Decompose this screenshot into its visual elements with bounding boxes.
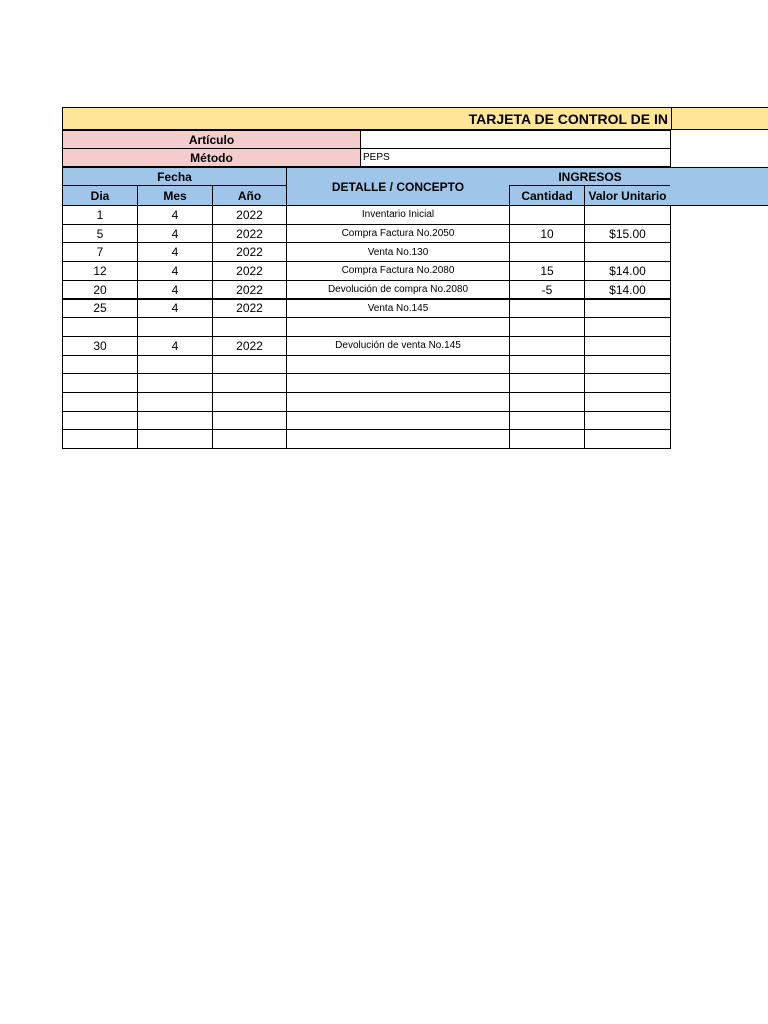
cell-valor[interactable]: $14.00 [584, 280, 671, 300]
cell-detalle[interactable] [286, 355, 510, 375]
cell-anio[interactable] [212, 373, 287, 393]
cell-mes[interactable] [137, 355, 213, 375]
header-anio[interactable]: Año [212, 185, 287, 206]
cell-mes[interactable] [137, 392, 213, 412]
cell-valor[interactable]: $15.00 [584, 224, 671, 244]
cell-dia[interactable]: 30 [62, 336, 138, 356]
cell-anio[interactable] [212, 317, 287, 337]
cell-dia[interactable] [62, 317, 138, 337]
metodo-label[interactable]: Método [62, 148, 361, 167]
cell-cantidad[interactable]: 15 [509, 261, 585, 281]
cell-detalle[interactable] [286, 429, 510, 449]
cell-anio[interactable]: 2022 [212, 224, 287, 244]
cell-mes[interactable]: 4 [137, 299, 213, 319]
cell-cantidad[interactable] [509, 392, 585, 412]
cell-dia[interactable]: 1 [62, 205, 138, 225]
cell-valor[interactable] [584, 411, 671, 431]
cell-mes[interactable]: 4 [137, 261, 213, 281]
cell-detalle[interactable]: Venta No.145 [286, 299, 510, 319]
cell-dia[interactable]: 20 [62, 280, 138, 300]
cell-cantidad[interactable] [509, 373, 585, 393]
header-ingresos[interactable]: INGRESOS [509, 168, 671, 186]
cell-anio[interactable]: 2022 [212, 205, 287, 225]
cell-valor[interactable] [584, 373, 671, 393]
cell-anio[interactable]: 2022 [212, 336, 287, 356]
cell-valor[interactable] [584, 317, 671, 337]
cell-dia[interactable]: 7 [62, 242, 138, 262]
cell-mes[interactable] [137, 411, 213, 431]
title-divider [671, 108, 672, 129]
header-cantidad[interactable]: Cantidad [509, 185, 585, 206]
cell-detalle[interactable] [286, 373, 510, 393]
articulo-value[interactable] [360, 130, 671, 149]
cell-cantidad[interactable] [509, 242, 585, 262]
header-dia[interactable]: Dia [62, 185, 138, 206]
cell-mes[interactable]: 4 [137, 205, 213, 225]
cell-dia[interactable]: 5 [62, 224, 138, 244]
cell-mes[interactable]: 4 [137, 280, 213, 300]
cell-valor[interactable] [584, 392, 671, 412]
cell-anio[interactable]: 2022 [212, 242, 287, 262]
cell-cantidad[interactable] [509, 336, 585, 356]
cell-dia[interactable] [62, 392, 138, 412]
cell-detalle[interactable]: Compra Factura No.2080 [286, 261, 510, 281]
cell-detalle[interactable]: Compra Factura No.2050 [286, 224, 510, 244]
cell-dia[interactable] [62, 355, 138, 375]
cell-detalle[interactable] [286, 317, 510, 337]
cell-anio[interactable] [212, 392, 287, 412]
header-blue-extension [670, 185, 768, 206]
cell-detalle[interactable]: Inventario Inicial [286, 205, 510, 225]
cell-mes[interactable] [137, 317, 213, 337]
cell-anio[interactable]: 2022 [212, 261, 287, 281]
header-valor-unitario[interactable]: Valor Unitario [584, 185, 671, 206]
cell-dia[interactable] [62, 411, 138, 431]
cell-anio[interactable] [212, 355, 287, 375]
cell-mes[interactable]: 4 [137, 336, 213, 356]
cell-anio[interactable]: 2022 [212, 299, 287, 319]
cell-valor[interactable] [584, 336, 671, 356]
cell-anio[interactable] [212, 429, 287, 449]
cell-detalle[interactable] [286, 392, 510, 412]
cell-cantidad[interactable] [509, 205, 585, 225]
cell-cantidad[interactable] [509, 411, 585, 431]
metodo-value[interactable]: PEPS [360, 148, 671, 167]
cell-mes[interactable] [137, 429, 213, 449]
cell-cantidad[interactable] [509, 355, 585, 375]
cell-cantidad[interactable]: -5 [509, 280, 585, 300]
cell-cantidad[interactable] [509, 299, 585, 319]
cell-valor[interactable] [584, 242, 671, 262]
cell-detalle[interactable] [286, 411, 510, 431]
articulo-label[interactable]: Artículo [62, 130, 361, 149]
cell-cantidad[interactable] [509, 317, 585, 337]
cell-dia[interactable] [62, 373, 138, 393]
header-mes[interactable]: Mes [137, 185, 213, 206]
cell-detalle[interactable]: Venta No.130 [286, 242, 510, 262]
cell-dia[interactable] [62, 429, 138, 449]
cell-anio[interactable]: 2022 [212, 280, 287, 300]
cell-dia[interactable]: 12 [62, 261, 138, 281]
header-fecha[interactable]: Fecha [62, 167, 287, 186]
cell-valor[interactable]: $14.00 [584, 261, 671, 281]
cell-mes[interactable]: 4 [137, 242, 213, 262]
cell-cantidad[interactable] [509, 429, 585, 449]
cell-mes[interactable]: 4 [137, 224, 213, 244]
cell-valor[interactable] [584, 205, 671, 225]
cell-valor[interactable] [584, 355, 671, 375]
cell-mes[interactable] [137, 373, 213, 393]
cell-valor[interactable] [584, 299, 671, 319]
cell-valor[interactable] [584, 429, 671, 449]
cell-cantidad[interactable]: 10 [509, 224, 585, 244]
cell-anio[interactable] [212, 411, 287, 431]
header-detalle[interactable]: DETALLE / CONCEPTO [286, 167, 510, 206]
cell-detalle[interactable]: Devolución de compra No.2080 [286, 280, 510, 300]
card-title[interactable]: TARJETA DE CONTROL DE IN [468, 110, 668, 127]
cell-dia[interactable]: 25 [62, 299, 138, 319]
title-bar [62, 107, 768, 130]
cell-detalle[interactable]: Devolución de venta No.145 [286, 336, 510, 356]
